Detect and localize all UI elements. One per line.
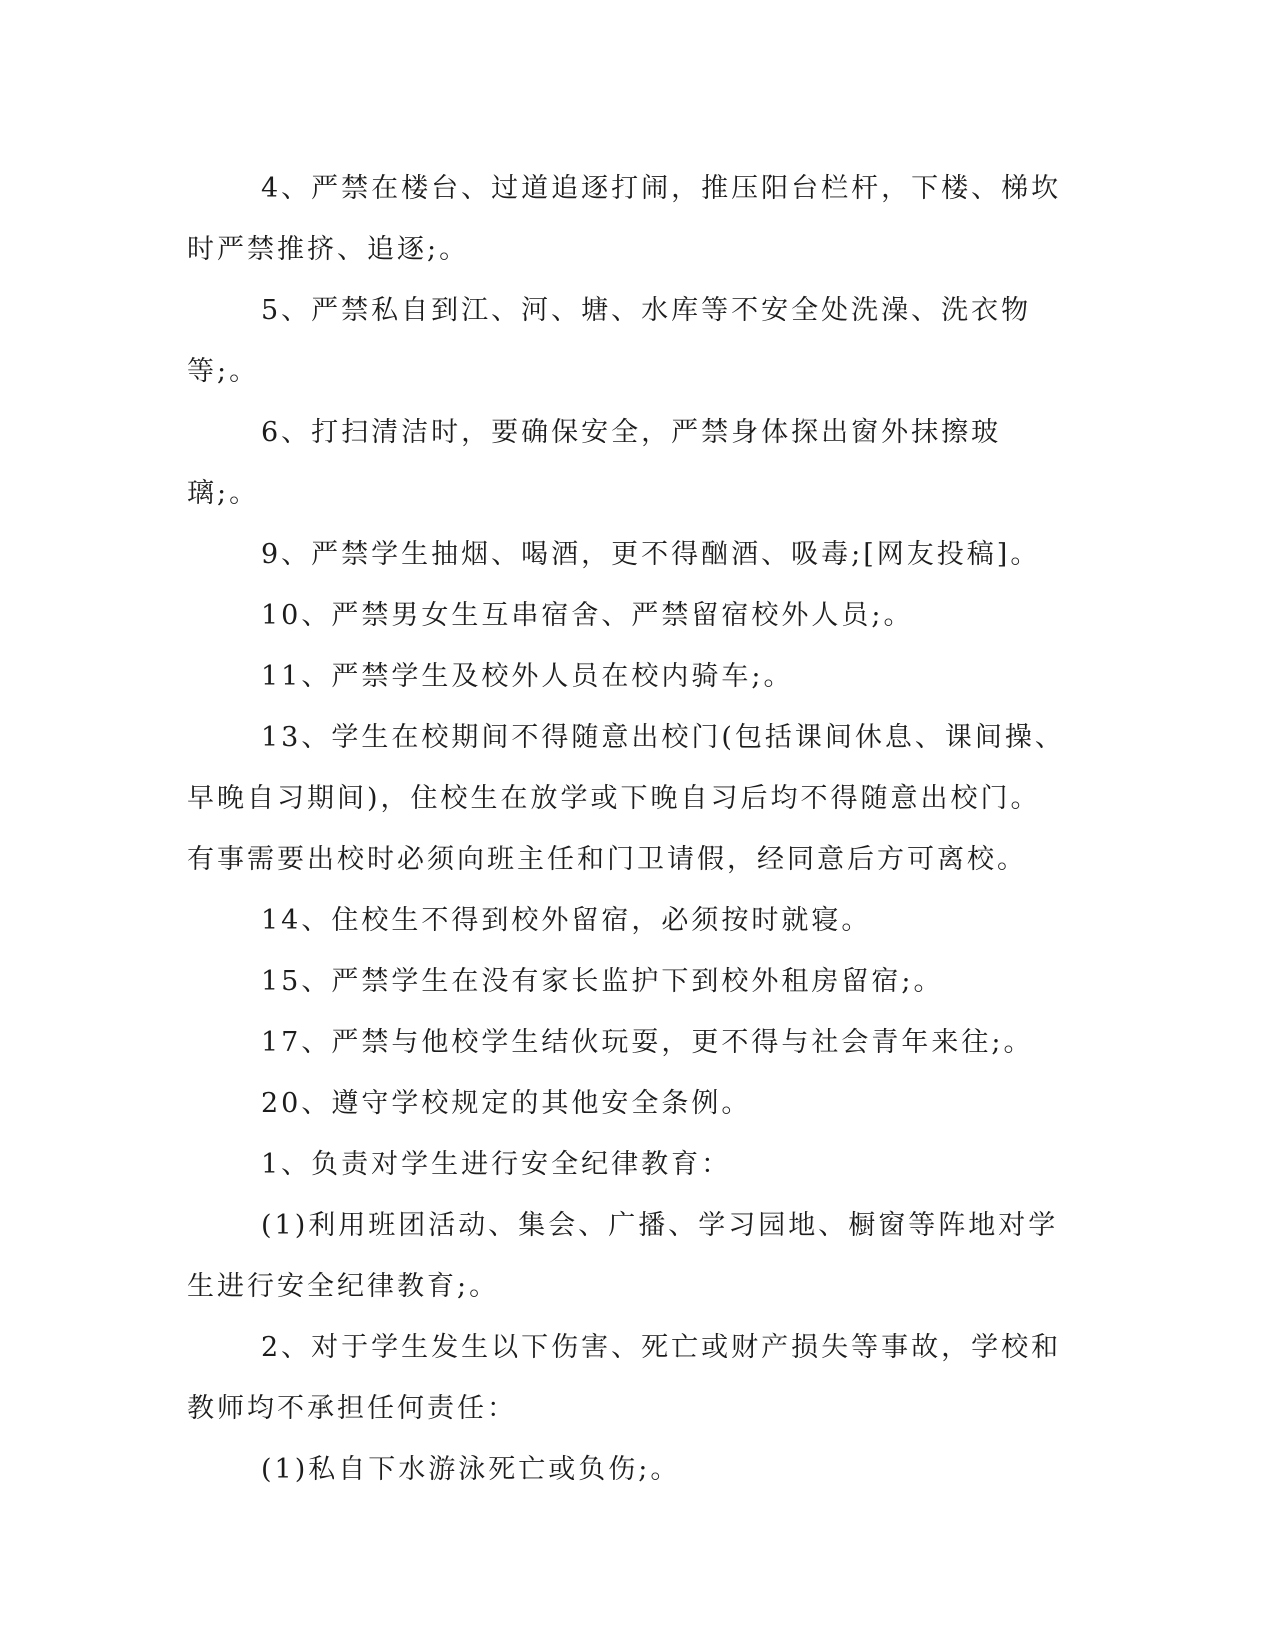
paragraph-rule-11: 11、严禁学生及校外人员在校内骑车;。 [261,661,794,692]
paragraph-liability-2: 2、对于学生发生以下伤害、死亡或财产损失等事故，学校和教师均不承担任何责任： [187,1332,1062,1424]
paragraph-rule-9: 9、严禁学生抽烟、喝酒，更不得酗酒、吸毒;[网友投稿]。 [261,539,1041,570]
paragraph-rule-6: 6、打扫清洁时，要确保安全，严禁身体探出窗外抹擦玻璃;。 [187,417,1002,509]
paragraph-rule-15: 15、严禁学生在没有家长监护下到校外租房留宿;。 [261,966,944,997]
paragraph-rule-10: 10、严禁男女生互串宿舍、严禁留宿校外人员;。 [261,600,914,631]
paragraph-liability-2-item-1: (1)私自下水游泳死亡或负伤;。 [261,1454,681,1485]
paragraph-duty-1-item-1: (1)利用班团活动、集会、广播、学习园地、橱窗等阵地对学生进行安全纪律教育;。 [187,1210,1059,1302]
paragraph-rule-20: 20、遵守学校规定的其他安全条例。 [261,1088,752,1119]
paragraph-duty-1: 1、负责对学生进行安全纪律教育： [261,1149,732,1180]
paragraph-rule-13: 13、学生在校期间不得随意出校门(包括课间休息、课间操、早晚自习期间)，住校生在放学或下晚自习后均不得随意出校门。有事需要出校时必须向班主任和门卫请假，经同意后方可离校。 [187,722,1065,875]
paragraph-rule-5: 5、严禁私自到江、河、塘、水库等不安全处洗澡、洗衣物等;。 [187,295,1032,387]
paragraph-rule-4: 4、严禁在楼台、过道追逐打闹，推压阳台栏杆，下楼、梯坎时严禁推挤、追逐;。 [187,173,1062,265]
paragraph-rule-17: 17、严禁与他校学生结伙玩耍，更不得与社会青年来往;。 [261,1027,1034,1058]
paragraph-rule-14: 14、住校生不得到校外留宿，必须按时就寝。 [261,905,872,936]
document-body [187,158,1067,1500]
